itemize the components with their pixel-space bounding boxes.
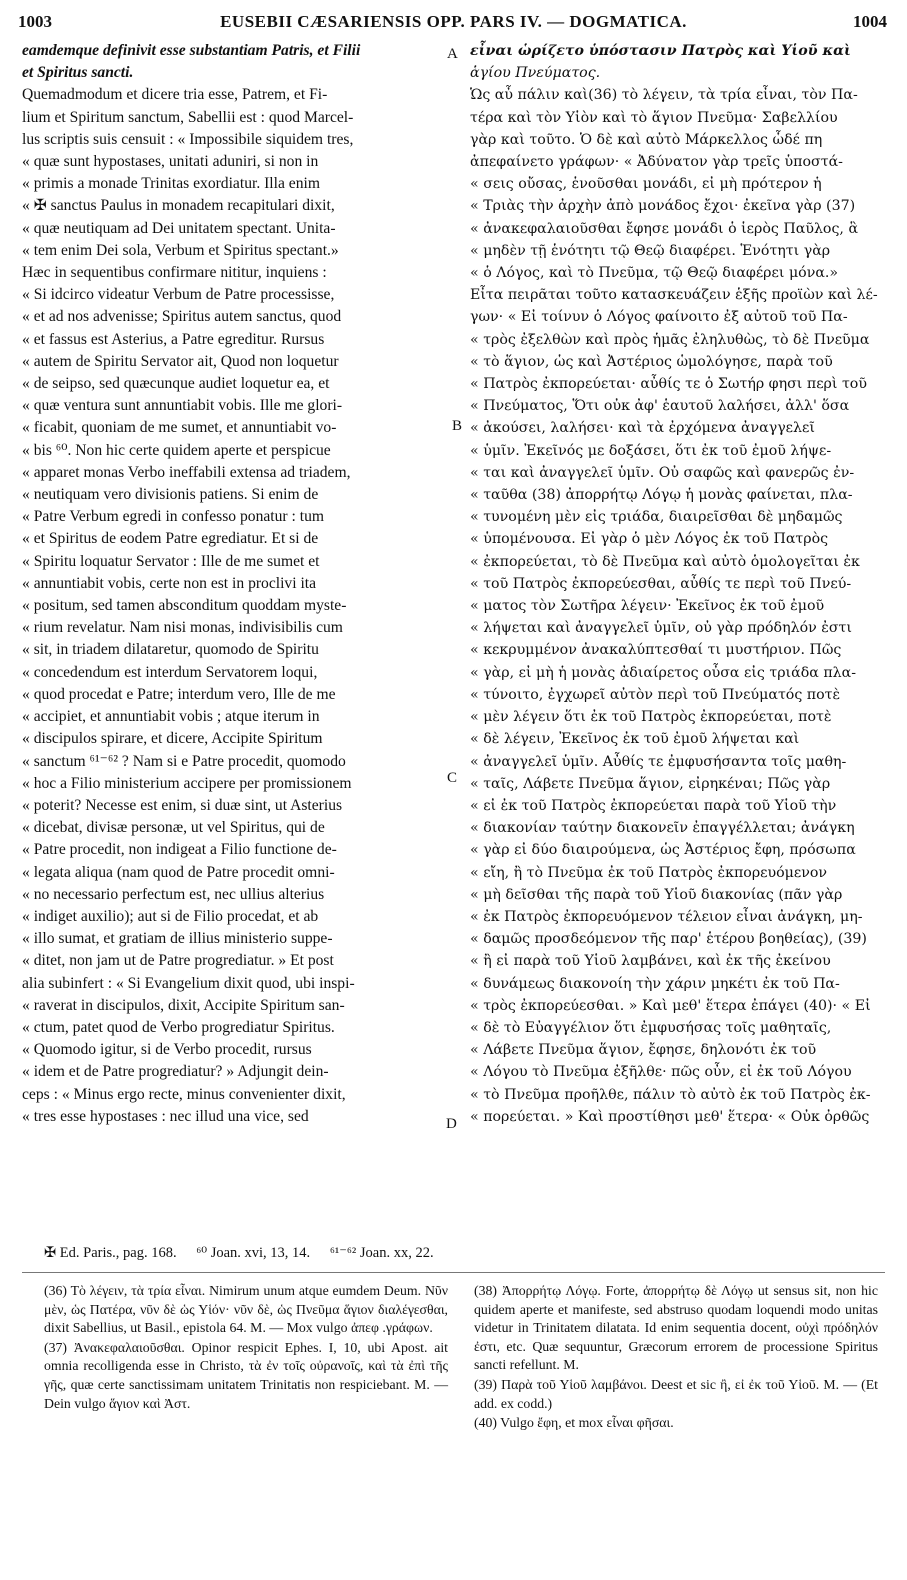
greek-line: « διακονίαν ταύτην διακονεῖν ἐπαγγέλλεται; ἀνάγκη [470, 820, 855, 837]
latin-line: lus scriptis suis censuit : « Impossibile siquidem tres, [22, 130, 354, 148]
latin-line: « bis ⁶⁰. Non hic certe quidem aperte et perspicue [22, 441, 331, 459]
greek-line: « ταῖς, Λάβετε Πνεῦμα ἅγιον, εἰρηκέναι; Πῶς γὰρ [470, 775, 831, 792]
greek-column [470, 40, 890, 1128]
latin-line: « rium revelatur. Nam nisi monas, indivisibilis cum [22, 619, 343, 637]
margin-marker-c: C [447, 770, 458, 786]
greek-line: « κεκρυμμένον ἀνακαλύπτεσθαί τι μυστήριον. Πῶς [470, 642, 842, 659]
greek-line: « Πατρὸς ἐκπορεύεται· αὖθίς τε ὁ Σωτήρ φησι περὶ τοῦ [470, 376, 867, 393]
page-number-left: 1003 [18, 12, 52, 31]
latin-line: « et fassus est Asterius, a Patre egreditur. Rursus [22, 330, 325, 348]
greek-line: « δυνάμεως διακονοίη τὴν χάριν μηκέτι ἐκ τοῦ Πα- [470, 975, 840, 992]
latin-line: « idem et de Patre progrediatur? » Adjungit dein- [22, 1063, 329, 1081]
latin-line: ceps : « Minus ergo recte, minus convenienter dixit, [22, 1085, 346, 1103]
greek-line: « Λόγου τὸ Πνεῦμα ἐξῆλθε· πῶς οὖν, εἰ ἐκ τοῦ Λόγου [470, 1064, 852, 1081]
latin-line: « Patre Verbum egredi in confesso ponatur : tum [22, 508, 324, 526]
greek-line: « τὸ Πνεῦμα προῆλθε, πάλιν τὸ αὐτὸ ἐκ τοῦ Πατρὸς ἐκ- [470, 1086, 871, 1103]
latin-line: lium et Spiritum sanctum, Sabellii est : quod Marcel- [22, 108, 354, 126]
page-header [14, 10, 893, 36]
latin-line: « quod procedat e Patre; interdum vero, Ille de me [22, 685, 336, 703]
latin-line: alia subinfert : « Si Evangelium dixit quod, ubi inspi- [22, 974, 355, 992]
latin-line: « autem de Spiritu Servator ait, Quod non loquetur [22, 352, 339, 370]
latin-line: « quæ sunt hypostases, unitati aduniri, si non in [22, 153, 319, 171]
latin-line: « Si idcirco videatur Verbum de Patre processisse, [22, 286, 335, 304]
scripture-references [44, 1245, 877, 1262]
greek-line: « ἀνακεφαλαιοῦσθαι ἔφησε μονάδι ὁ ἱερὸς Παῦλος, ἃ [470, 220, 859, 237]
greek-line: « εἴη, ἢ τὸ Πνεῦμα ἐκ τοῦ Πατρὸς ἐκπορευόμενον [470, 864, 828, 881]
greek-line: « γὰρ, εἰ μὴ ἡ μονὰς ἀδιαίρετος οὖσα εἰς τριάδα πλα- [470, 664, 857, 681]
latin-line: Hæc in sequentibus confirmare nititur, inquiens : [22, 264, 327, 282]
latin-line: « quæ neutiquam ad Dei unitatem spectant. Unita- [22, 219, 336, 237]
latin-line: « Quomodo igitur, si de Verbo procedit, rursus [22, 1041, 312, 1059]
latin-line: « ✠ sanctus Paulus in monadem recapitulari dixit, [22, 197, 335, 215]
greek-line: « δὲ τὸ Εὐαγγέλιον ὅτι ἐμφυσήσας τοῖς μαθηταῖς, [470, 1019, 832, 1036]
latin-line: « discipulos spirare, et dicere, Accipite Spiritum [22, 730, 323, 748]
greek-line: « τοῦ Πατρὸς ἐκπορεύεσθαι, αὖθίς τε περὶ τοῦ Πνεύ- [470, 575, 852, 592]
margin-marker-b: B [452, 418, 463, 434]
editorial-note: (38) Ἀπορρήτῳ Λόγῳ. Forte, ἀπορρήτῳ δὲ Λόγῳ ut sensus sit, non hic quidem aperte et manifeste, sed abstruso quodam loquendi modo unitas videtur in Trinitatem dilatata. Id enim sequentia docent, οὐχὶ πρόδηλόν ἐστι, etc. Quæ sequuntur, Græcorum errorem de processione Spiritus sancti refellunt. M. [474, 1283, 878, 1373]
latin-line: « et ad nos advenisse; Spiritus autem sanctus, quod [22, 308, 342, 326]
latin-line: « positum, sed tamen absconditum quoddam myste- [22, 597, 347, 615]
running-title: EUSEBII CÆSARIENSIS OPP. PARS IV. — DOGMATICA. [220, 12, 687, 31]
latin-line: « Patre procedit, non indigeat a Filio functione de- [22, 841, 337, 859]
greek-line: « ται καὶ ἀναγγελεῖ ὑμῖν. Οὐ σαφῶς καὶ φανερῶς ἐν- [470, 464, 855, 481]
latin-line: Quemadmodum et dicere tria esse, Patrem, et Fi- [22, 86, 328, 104]
latin-line: « indiget auxilio); aut si de Filio procedat, et ab [22, 907, 319, 925]
latin-line: « poterit? Necesse est enim, si duæ sint, ut Asterius [22, 796, 343, 814]
greek-line: « τὸ ἅγιον, ὡς καὶ Ἀστέριος ὡμολόγησε, παρὰ τοῦ [470, 353, 833, 370]
greek-line: « μηδὲν τῇ ἑνότητι τῷ Θεῷ διαφέρει. Ἑνότητι γὰρ [470, 242, 831, 259]
latin-line: « ctum, patet quod de Verbo progrediatur Spiritus. [22, 1018, 335, 1036]
greek-line: « ματος τὸν Σωτῆρα λέγειν· Ἐκεῖνος ἐκ τοῦ ἐμοῦ [470, 598, 825, 615]
greek-line: Εἶτα πειρᾶται τοῦτο κατασκευάζειν ἑξῆς προϊὼν καὶ λέ- [470, 287, 878, 304]
greek-line: « τυνομένη μὲν εἰς τριάδα, διαιρεῖσθαι δὲ μηδαμῶς [470, 509, 843, 526]
footnote-61-62: ⁶¹⁻⁶² Joan. xx, 22. [329, 1245, 434, 1261]
greek-line: ἁγίου Πνεύματος. [470, 65, 601, 82]
greek-line: « μὴ δεῖσθαι τῆς παρὰ τοῦ Υἱοῦ διακονίας (πᾶν γὰρ [470, 886, 843, 903]
latin-line: « ficabit, quoniam de me sumet, et annuntiabit vo- [22, 419, 337, 437]
latin-line: « illo sumat, et gratiam de illius ministerio suppe- [22, 930, 333, 948]
notes-divider [22, 1272, 885, 1273]
page-number-right: 1004 [853, 12, 887, 31]
greek-line: « σεις οὔσας, ἑνοῦσθαι μονάδι, εἰ μὴ πρότερον ἡ [470, 176, 822, 193]
editorial-note: (36) Τὸ λέγειν, τὰ τρία εἶναι. Nimirum unum atque eumdem Deum. Νῦν μὲν, ὡς Πατέρα, νῦν δὲ ὡς Υἱόν· νῦν δὲ, ὡς Πνεῦμα ἅγιον διαλέγεσθαι, dixit Sabellius, ut Basil., epistola 64. M. — Mox vulgo ἀπεφ .γράφων. [44, 1283, 448, 1336]
greek-line: « ἀναγγελεῖ ὑμῖν. Αὖθίς τε ἐμφυσήσαντα τοῖς μαθη- [470, 753, 847, 770]
greek-line: « δαμῶς προσδεόμενον τῆς παρ' ἑτέρου βοηθείας), (39) [470, 931, 867, 948]
greek-line: « ἀκούσει, λαλήσει· καὶ τὰ ἐρχόμενα ἀναγγελεῖ [470, 420, 815, 437]
greek-line: τέρα καὶ τὸν Υἱὸν καὶ τὸ ἅγιον Πνεῦμα· Σαβελλίου [470, 109, 838, 126]
latin-line: « hoc a Filio ministerium accipere per promissionem [22, 774, 352, 792]
greek-line: « ἢ εἰ παρὰ τοῦ Υἱοῦ λαμβάνει, καὶ ἐκ τῆς ἐκείνου [470, 953, 831, 970]
greek-line: ἀπεφαίνετο γράφων· « Ἀδύνατον γὰρ τρεῖς ὑποστά- [470, 154, 843, 171]
editorial-note: (37) Ἀνακεφαλαιοῦσθαι. Opinor respicit Ephes. I, 10, ubi Apost. ait omnia recolligenda esse in Christo, τὰ ἐν τοῖς οὐρανοῖς, καὶ τὰ ἐπὶ τῆς γῆς, quæ certe sanctissimam unitatem Trinitatis non respiciebant. M. — Dein vulgo ἅγιον καὶ Ἀστ. [44, 1339, 448, 1411]
editorial-note: (39) Παρὰ τοῦ Υἱοῦ λαμβάνοι. Deest et sic ἢ, εἰ ἐκ τοῦ Υἱοῦ. M. — (Et add. ex codd.) [474, 1376, 878, 1411]
greek-line: « εἰ ἐκ τοῦ Πατρὸς ἐκπορεύεται παρὰ τοῦ Υἱοῦ τὴν [470, 797, 837, 814]
greek-line: « Πνεύματος, Ὅτι οὐκ ἀφ' ἑαυτοῦ λαλήσει, ἀλλ' ὅσα [470, 398, 850, 415]
latin-line: et Spiritus sancti. [22, 64, 134, 82]
editorial-note: (40) Vulgo ἔφη, et mox εἶναι φῆσαι. [474, 1415, 674, 1431]
latin-line: « neutiquam vero divisionis patiens. Si enim de [22, 486, 319, 504]
greek-line: « ὑπομένουσα. Εἰ γὰρ ὁ μὲν Λόγος ἐκ τοῦ Πατρὸς [470, 531, 829, 548]
footnote-60: ⁶⁰ Joan. xvi, 13, 14. [196, 1245, 311, 1261]
greek-line: « λήψεται καὶ ἀναγγελεῖ ὑμῖν, οὐ γὰρ πρόδηλόν ἐστι [470, 620, 852, 637]
latin-line: « quæ ventura sunt annuntiabit vobis. Ille me glori- [22, 397, 343, 415]
greek-line: « ὁ Λόγος, καὶ τὸ Πνεῦμα, τῷ Θεῷ διαφέρει μόνα.» [470, 265, 839, 282]
latin-line: « tres esse hypostases : nec illud una vice, sed [22, 1107, 309, 1125]
latin-line: « et Spiritus de eodem Patre egrediatur. Et si de [22, 530, 319, 548]
latin-line: « concedendum est interdum Servatorem loqui, [22, 663, 318, 681]
greek-line: « ἐκπορεύεται, τὸ δὲ Πνεῦμα καὶ αὐτὸ ὁμολογεῖται ἐκ [470, 553, 860, 570]
latin-line: « accipiet, et annuntiabit vobis ; atque iterum in [22, 708, 320, 726]
latin-line: « primis a monade Trinitas exordiatur. Illa enim [22, 175, 320, 193]
latin-line: « de seipso, sed quæcunque audiet loquetur ea, et [22, 375, 330, 393]
greek-line: γὰρ καὶ τοῦτο. Ὁ δὲ καὶ αὐτὸ Μάρκελλος ὧδέ πη [470, 131, 823, 148]
greek-line: « πορεύεται. » Καὶ προστίθησι μεθ' ἕτερα· « Οὐκ ὀρθῶς [470, 1108, 870, 1125]
latin-line: « annuntiabit vobis, certe non est in proclivi ita [22, 574, 317, 592]
latin-line: « ditet, non jam ut de Patre progrediatur. » Et post [22, 952, 334, 970]
greek-line: « ὑμῖν. Ἐκεῖνός με δοξάσει, ὅτι ἐκ τοῦ ἐμοῦ λήψε- [470, 442, 832, 459]
latin-line: « sit, in triadem dilataretur, quomodo de Spiritu [22, 641, 319, 659]
latin-line: « no necessario perfectum est, nec ullius alterius [22, 885, 325, 903]
greek-line: εἶναι ὡρίζετο ὑπόστασιν Πατρὸς καὶ Υἱοῦ καὶ [470, 43, 851, 59]
latin-column [22, 40, 442, 1128]
greek-line: « Λάβετε Πνεῦμα ἅγιον, ἔφησε, δηλονότι ἐκ τοῦ [470, 1042, 817, 1059]
greek-line: Ὡς αὖ πάλιν καὶ(36) τὸ λέγειν, τὰ τρία εἶναι, τὸν Πα- [470, 87, 858, 104]
latin-line: « dicebat, divisæ personæ, ut vel Spiritus, qui de [22, 819, 325, 837]
latin-line: « Spiritu loquatur Servator : Ille de me sumet et [22, 552, 320, 570]
margin-marker-d: D [446, 1116, 457, 1132]
latin-line: « raverat in discipulos, dixit, Accipite Spiritum san- [22, 996, 345, 1014]
latin-line: eamdemque definivit esse substantiam Patris, et Filii [22, 42, 361, 59]
greek-line: « γὰρ εἰ δύο διαιρούμενα, ὡς Ἀστέριος ἔφη, πρόσωπα [470, 842, 856, 859]
greek-line: « ταῦθα (38) ἀπορρήτῳ Λόγῳ ἡ μονὰς φαίνεται, πλα- [470, 487, 853, 504]
margin-marker-a: A [447, 46, 458, 62]
greek-line: γων· « Εἰ τοίνυν ὁ Λόγος φαίνοιτο ἐξ αὐτοῦ τοῦ Πα- [470, 309, 848, 326]
latin-line: « legata aliqua (nam quod de Patre procedit omni- [22, 863, 335, 881]
latin-line: « sanctum ⁶¹⁻⁶² ? Nam si e Patre procedit, quomodo [22, 752, 346, 770]
notes-right-column [474, 1282, 878, 1434]
greek-line: « τύνοιτο, ἐγχωρεῖ αὐτὸν περὶ τοῦ Πνεύματός ποτὲ [470, 686, 841, 703]
latin-line: « apparet monas Verbo ineffabili extensa ad triadem, [22, 463, 351, 481]
greek-line: « δὲ λέγειν, Ἐκεῖνος ἐκ τοῦ ἐμοῦ λήψεται καὶ [470, 731, 800, 748]
greek-line: « τρὸς ἐξελθὼν καὶ πρὸς ἡμᾶς ἐληλυθὼς, τὸ δὲ Πνεῦμα [470, 331, 870, 348]
footnote-edition: ✠ Ed. Paris., pag. 168. [44, 1245, 177, 1261]
notes-left-column [44, 1282, 448, 1414]
latin-line: « tem enim Dei sola, Verbum et Spiritus spectant.» [22, 241, 339, 259]
greek-line: « μὲν λέγειν ὅτι ἐκ τοῦ Πατρὸς ἐκπορεύεται, ποτὲ [470, 709, 832, 726]
greek-line: « Τριὰς τὴν ἀρχὴν ἀπὸ μονάδος ἔχοι· ἐκεῖνα γὰρ (37) [470, 198, 856, 215]
greek-line: « τρὸς ἐκπορεύεσθαι. » Καὶ μεθ' ἕτερα ἐπάγει (40)· « Εἰ [470, 997, 871, 1014]
greek-line: « ἐκ Πατρὸς ἐκπορευόμενον τέλειον εἶναι ἀνάγκη, μη- [470, 908, 863, 925]
